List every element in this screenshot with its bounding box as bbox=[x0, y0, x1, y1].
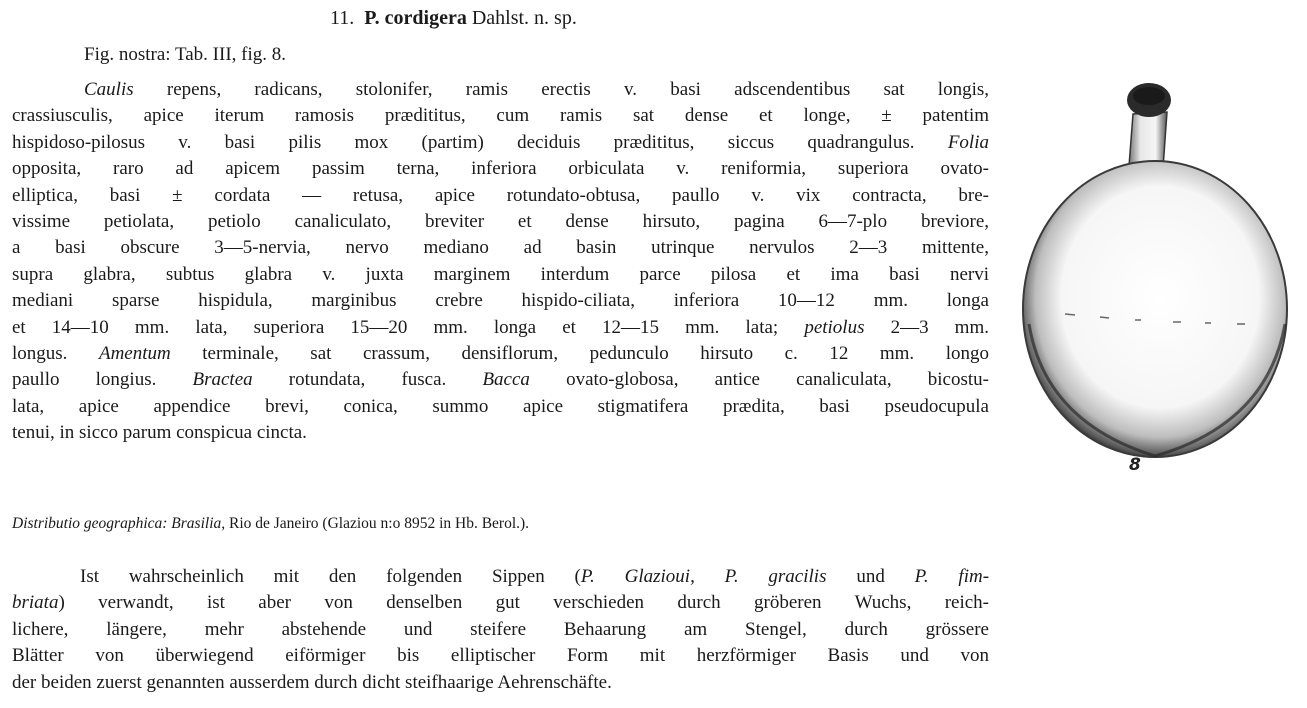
species-number: 11. bbox=[330, 7, 355, 29]
description-line: longus. Amentum terminale, sat crassum, densiflorum, pedunculo hirsuto c. 12 mm. longo bbox=[12, 342, 989, 364]
figure-reference: Fig. nostra: Tab. III, fig. 8. bbox=[84, 44, 287, 65]
description-line: a basi obscure 3—5-nervia, nervo mediano ad basin utrinque nervulos 2—3 mittente, bbox=[12, 237, 989, 259]
term-petiolus: petiolus bbox=[804, 316, 865, 338]
description-line: elliptica, basi ± cordata — retusa, apice rotundato-obtusa, paullo v. vix contracta, bre- bbox=[12, 184, 989, 206]
distribution-line bbox=[12, 513, 529, 535]
term-folia: Folia bbox=[947, 131, 989, 153]
term-bacca: Bacca bbox=[482, 369, 530, 391]
species-description bbox=[12, 77, 989, 446]
species-heading bbox=[330, 5, 577, 31]
berry-body bbox=[1023, 161, 1287, 457]
term-amentum: Amentum bbox=[98, 342, 171, 364]
description-line: crassiusculis, apice iterum ramosis prædititus, cum ramis sat dense et longe, ± patentim bbox=[12, 105, 989, 127]
description-line: lata, apice appendice brevi, conica, summo apice stigmatifera prædita, basi pseudocupula bbox=[12, 395, 989, 417]
species-name: P. cordigera bbox=[364, 7, 467, 29]
description-line: vissime petiolata, petiolo canaliculato, breviter et dense hirsuto, pagina 6—7-plo breviore, bbox=[12, 210, 989, 232]
term-bractea: Bractea bbox=[192, 369, 253, 391]
berry-illustration-icon bbox=[1005, 74, 1305, 494]
description-line: Caulis repens, radicans, stolonifer, ramis erectis v. basi adscendentibus sat longis, bbox=[84, 79, 989, 100]
term-caulis: Caulis bbox=[84, 79, 134, 100]
note-line: lichere, längere, mehr abstehende und steifere Behaarung am Stengel, durch grössere bbox=[12, 618, 989, 640]
distribution-label: Distributio geographica: Brasilia, bbox=[12, 515, 226, 532]
species-author: Dahlst. n. sp. bbox=[471, 7, 577, 29]
figure-number: 8 bbox=[1129, 455, 1141, 475]
description-line: tenui, in sicco parum conspicua cincta. bbox=[12, 422, 307, 444]
comparison-note bbox=[12, 564, 989, 696]
description-line: et 14—10 mm. lata, superiora 15—20 mm. longa et 12—15 mm. lata; petiolus 2—3 mm. bbox=[12, 316, 989, 338]
note-line: der beiden zuerst genannten ausserdem durch dicht steifhaarige Aehrenschäfte. bbox=[12, 671, 612, 693]
distribution-text: Rio de Janeiro (Glaziou n:o 8952 in Hb. Berol.). bbox=[225, 515, 530, 532]
note-line: briata) verwandt, ist aber von denselben gut verschieden durch gröberen Wuchs, reich- bbox=[12, 592, 989, 614]
description-line: supra glabra, subtus glabra v. juxta marginem interdum parce pilosa et ima basi nervi bbox=[12, 263, 989, 285]
note-line: Blätter von überwiegend eiförmiger bis elliptischer Form mit herzförmiger Basis und von bbox=[12, 645, 989, 667]
description-line: paullo longius. Bractea rotundata, fusca. Bacca ovato-globosa, antice canaliculata, bicostu- bbox=[12, 369, 989, 391]
note-line: Ist wahrscheinlich mit den folgenden Sippen (P. Glazioui, P. gracilis und P. fim- bbox=[80, 566, 989, 587]
description-line: mediani sparse hispidula, marginibus crebre hispido-ciliata, inferiora 10—12 mm. longa bbox=[12, 290, 989, 312]
description-line: opposita, raro ad apicem passim terna, inferiora orbiculata v. reniformia, superiora ovato- bbox=[12, 158, 989, 180]
description-line: hispidoso-pilosus v. basi pilis mox (partim) deciduis prædititus, siccus quadrangulus. Folia bbox=[12, 131, 989, 153]
